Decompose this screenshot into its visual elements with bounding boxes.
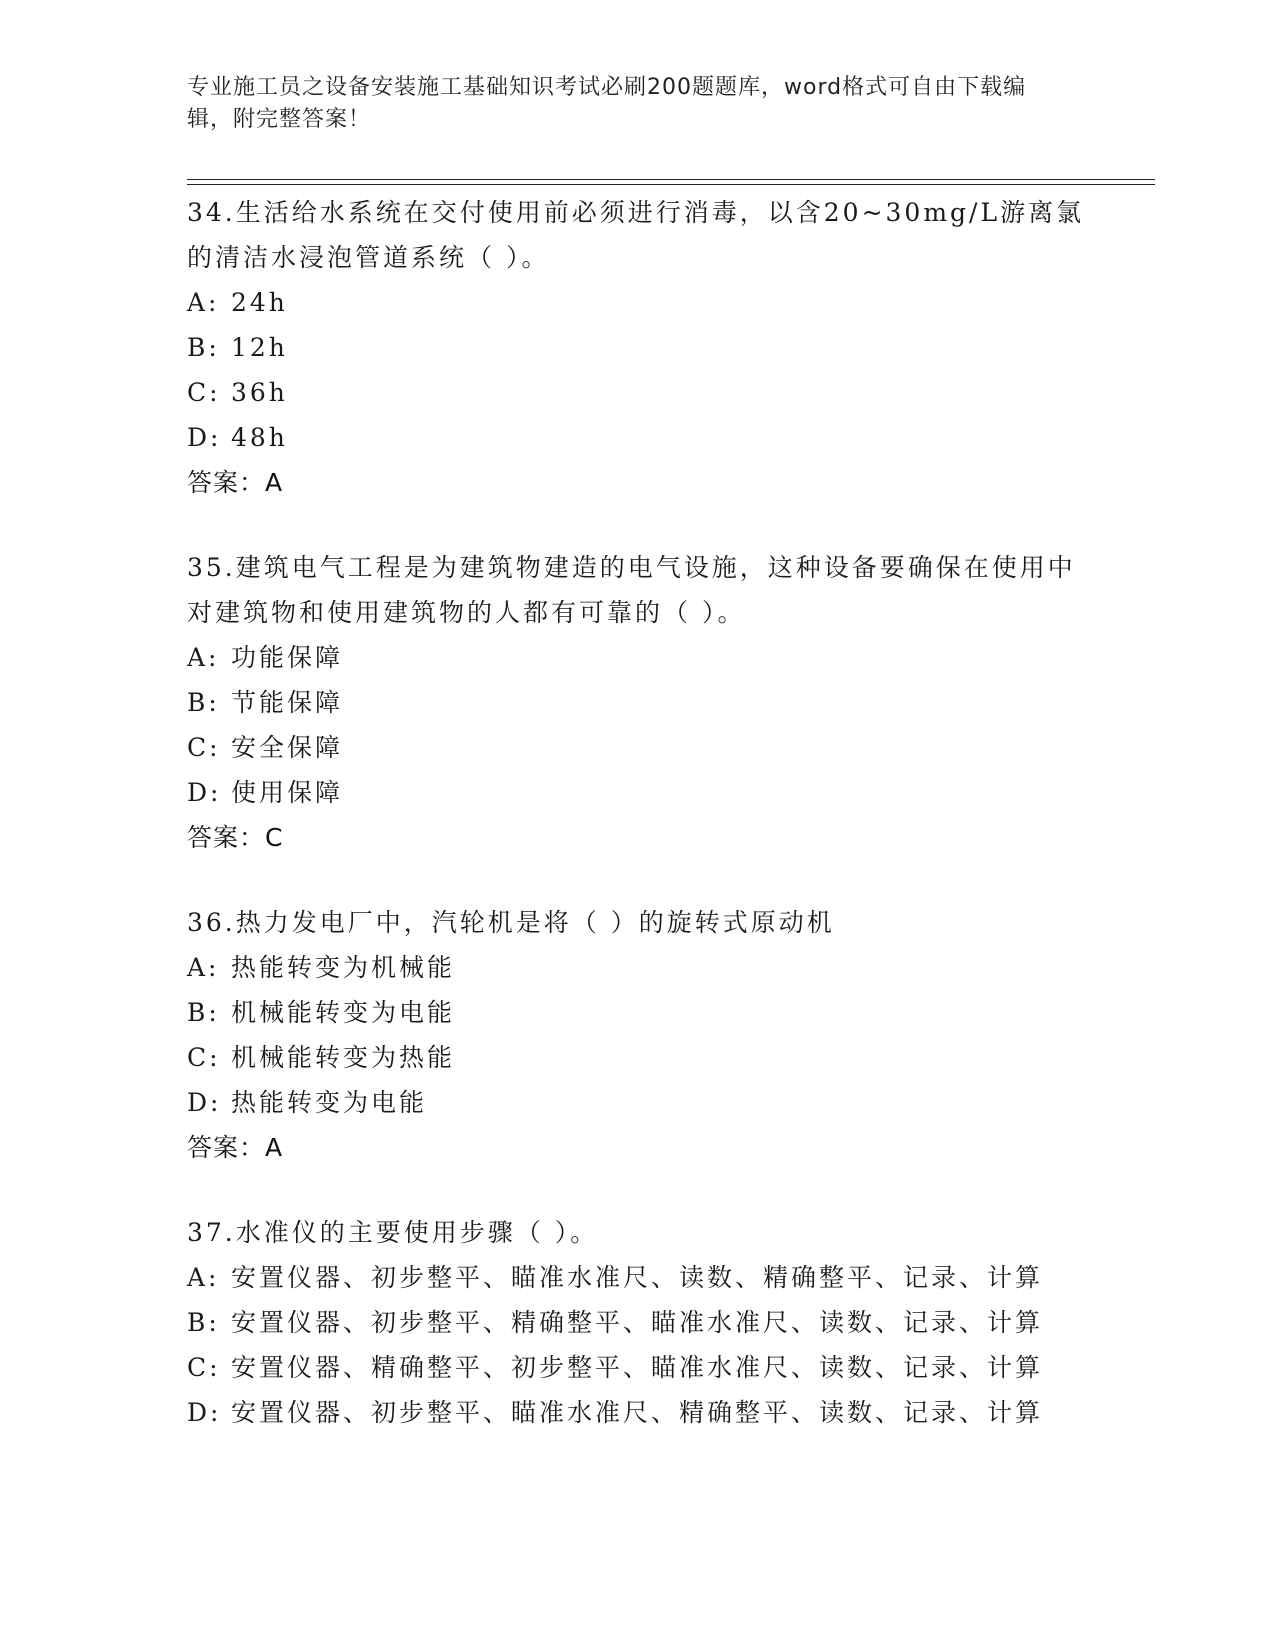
option-key: B: [187, 998, 220, 1027]
question-stem: 35.建筑电气工程是为建筑物建造的电气设施，这种设备要确保在使用中对建筑物和使用建筑物的人都有可靠的（ ）。 [187, 553, 1076, 627]
option-text: 48h [231, 423, 288, 452]
option-key: D: [187, 1088, 222, 1117]
option-text: 安置仪器、初步整平、精确整平、瞄准水准尺、读数、记录、计算 [231, 1308, 1044, 1337]
option-key: A: [187, 643, 220, 672]
option-key: C: [187, 1353, 221, 1382]
option-key: A: [187, 953, 220, 982]
page-header: 专业施工员之设备安装施工基础知识考试必刷200题题库，word格式可自由下载编辑，附完整答案！ [187, 75, 1027, 132]
option-c [187, 1345, 1087, 1390]
option-d [187, 770, 1087, 815]
answer: 答案：A [187, 1133, 284, 1162]
option-d [187, 415, 1087, 460]
question-list [187, 190, 1087, 1457]
option-d [187, 1080, 1087, 1125]
option-text: 机械能转变为电能 [231, 998, 456, 1027]
option-key: A: [187, 1263, 220, 1292]
option-key: D: [187, 1398, 222, 1427]
option-text: 节能保障 [231, 688, 344, 717]
option-key: B: [187, 688, 220, 717]
option-text: 安置仪器、初步整平、瞄准水准尺、读数、精确整平、记录、计算 [231, 1263, 1044, 1292]
option-b [187, 1300, 1087, 1345]
header-divider-bottom [187, 184, 1155, 185]
option-text: 安置仪器、初步整平、瞄准水准尺、精确整平、读数、记录、计算 [231, 1398, 1044, 1427]
option-a [187, 280, 1087, 325]
option-key: B: [187, 1308, 220, 1337]
question-stem: 34.生活给水系统在交付使用前必须进行消毒，以含20~30mg/L游离氯的清洁水浸泡管道系统（ ）。 [187, 198, 1085, 272]
option-c [187, 370, 1087, 415]
question-stem: 36.热力发电厂中，汽轮机是将（ ）的旋转式原动机 [187, 908, 835, 937]
option-text: 功能保障 [231, 643, 344, 672]
option-key: B: [187, 333, 220, 362]
option-text: 24h [231, 288, 288, 317]
option-b [187, 990, 1087, 1035]
option-c [187, 1035, 1087, 1080]
option-key: D: [187, 423, 222, 452]
option-key: C: [187, 1043, 221, 1072]
option-text: 安置仪器、精确整平、初步整平、瞄准水准尺、读数、记录、计算 [231, 1353, 1044, 1382]
option-key: A: [187, 288, 220, 317]
option-text: 热能转变为电能 [231, 1088, 428, 1117]
option-a [187, 945, 1087, 990]
question-stem: 37.水准仪的主要使用步骤（ ）。 [187, 1218, 599, 1247]
option-text: 36h [231, 378, 288, 407]
option-b [187, 680, 1087, 725]
option-key: D: [187, 778, 222, 807]
option-c [187, 725, 1087, 770]
option-text: 12h [231, 333, 288, 362]
option-key: C: [187, 378, 221, 407]
question-37 [187, 1210, 1087, 1435]
answer: 答案：C [187, 823, 284, 852]
option-b [187, 325, 1087, 370]
header-divider-top [187, 179, 1155, 180]
option-a [187, 1255, 1087, 1300]
option-key: C: [187, 733, 221, 762]
option-text: 机械能转变为热能 [231, 1043, 456, 1072]
question-36 [187, 900, 1087, 1170]
question-35 [187, 545, 1087, 860]
option-a [187, 635, 1087, 680]
answer: 答案：A [187, 468, 284, 497]
option-text: 热能转变为机械能 [231, 953, 456, 982]
question-34 [187, 190, 1087, 505]
option-text: 安全保障 [231, 733, 344, 762]
option-text: 使用保障 [231, 778, 344, 807]
option-d [187, 1390, 1087, 1435]
